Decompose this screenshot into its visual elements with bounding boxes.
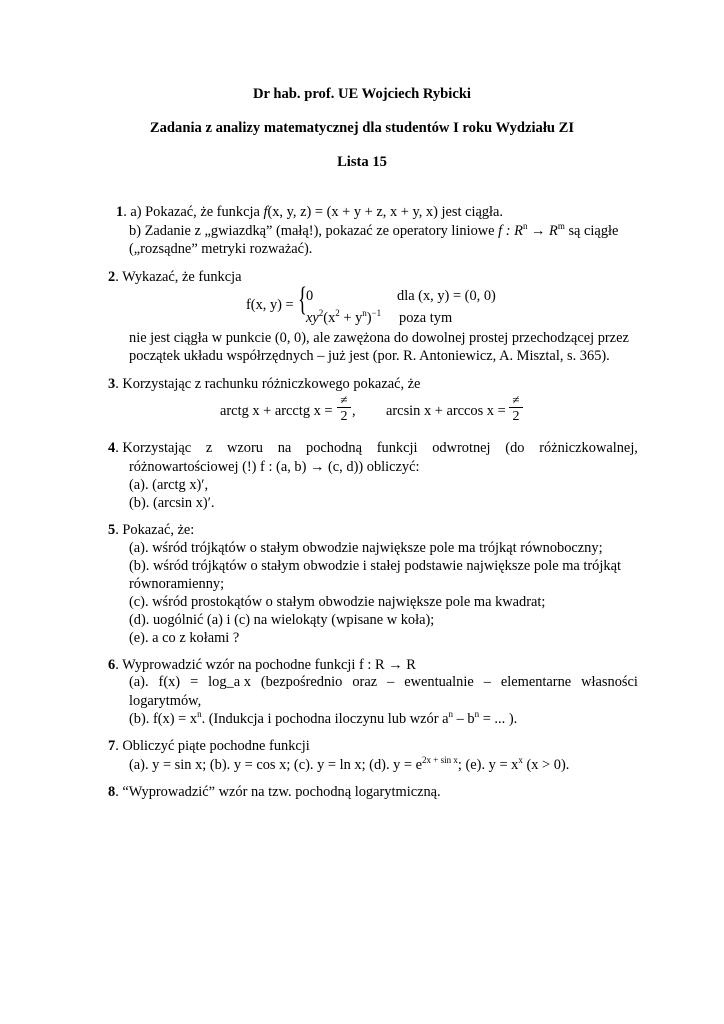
problem-5-a: (a). wśród trójkątów o stałym obwodzie największe pole ma trójkąt równoboczny; <box>129 540 603 556</box>
author-line: Dr hab. prof. UE Wojciech Rybicki <box>252 86 471 102</box>
problem-1-b-cont: („rozsądne” metryki rozważać). <box>129 241 313 257</box>
problem-6-a-cont: logarytmów, <box>129 693 202 709</box>
problem-number: 1 <box>116 204 124 220</box>
problem-4-line-1: 4. Korzystając z wzoru na pochodną funkcji odwrotnej (do różniczkowalnej, <box>108 440 638 456</box>
case-1-value: 0 <box>306 288 314 304</box>
piecewise-lhs: f(x, y) = <box>246 297 294 313</box>
problem-6-a: (a). f(x) = log_a x (bezpośrednio oraz – ewentualnie – elementarne własności <box>129 674 638 690</box>
problem-4-b: (b). (arcsin x)′. <box>129 495 215 511</box>
problem-5-c: (c). wśród prostokątów o stałym obwodzie największe pole ma kwadrat; <box>129 594 546 610</box>
identity-1-lhs: arctg x + arcctg x = <box>220 403 333 419</box>
problem-1-a: 1. a) Pokazać, że funkcja f(x, y, z) = (x + y + z, x + y, x) jest ciągła. <box>116 204 504 220</box>
identity-2-lhs: arcsin x + arccos x = <box>386 403 506 419</box>
case-1-condition: dla (x, y) = (0, 0) <box>397 288 496 304</box>
case-2-value: $xy^2(x^2 + y^n)^{-1}$ <box>306 308 382 326</box>
problem-7-intro: 7. Obliczyć piąte pochodne funkcji <box>108 738 310 754</box>
problem-number: 5 <box>108 522 116 538</box>
list-title: Lista 15 <box>337 154 387 170</box>
problem-number: 8 <box>108 784 116 800</box>
problem-number: 4 <box>108 440 116 456</box>
problem-6-b: (b). $f(x) = x^n$. (Indukcja i pochodna iloczynu lub wzór $a^n - b^n$ = ... ). <box>129 709 518 727</box>
problem-8: 8. “Wyprowadzić” wzór na tzw. pochodną logarytmiczną. <box>108 784 441 800</box>
identity-2-fraction: ≠ 2 <box>509 393 523 426</box>
problem-4-a: (a). (arctg x)′, <box>129 477 209 493</box>
problem-number: 3 <box>108 376 116 392</box>
identity-1-fraction: ≠ 2 <box>337 393 351 426</box>
problem-number: 6 <box>108 657 116 673</box>
case-2-condition: poza tym <box>399 310 453 326</box>
piecewise-brace: { <box>298 281 307 318</box>
problem-number: 2 <box>108 269 116 285</box>
problem-2-tail-2: początek układu współrzędnych – już jest (por. R. Antoniewicz, A. Misztal, s. 365). <box>129 348 610 364</box>
problem-5-b-cont: równoramienny; <box>129 576 225 592</box>
problem-5-e: (e). a co z kołami ? <box>129 630 240 646</box>
problem-1-b: b) Zadanie z „gwiazdką” (małą!), pokazać ze operatory liniowe f : $R^n \to R^m$ są ciągłe <box>129 221 619 239</box>
problem-6-intro: 6. Wyprowadzić wzór na pochodne funkcji f : R → R <box>108 657 416 673</box>
problem-2-intro: 2. Wykazać, że funkcja <box>108 269 242 285</box>
problem-7-items: (a). y = sin x; (b). y = cos x; (c). y = ln x; (d). $y = e^{2x + sin x}$; (e). $y = x^x$ (x > 0). <box>129 755 570 773</box>
problem-5-intro: 5. Pokazać, że: <box>108 522 195 538</box>
problem-2-tail-1: nie jest ciągła w punkcie (0, 0), ale zawężona do dowolnej prostej przechodzącej przez <box>129 330 629 346</box>
problem-4-line-2: różnowartościowej (!) f : (a, b) → (c, d)) obliczyć: <box>129 459 420 475</box>
problem-number: 7 <box>108 738 116 754</box>
problem-3-intro: 3. Korzystając z rachunku różniczkowego pokazać, że <box>108 376 421 392</box>
problem-5-d: (d). uogólnić (a) i (c) na wielokąty (wpisane w koła); <box>129 612 435 628</box>
identity-1-comma: , <box>352 403 356 419</box>
document-subtitle: Zadania z analizy matematycznej dla studentów I roku Wydziału ZI <box>149 120 575 136</box>
problem-5-b: (b). wśród trójkątów o stałym obwodzie i stałej podstawie największe pole ma trójkąt <box>129 558 621 574</box>
